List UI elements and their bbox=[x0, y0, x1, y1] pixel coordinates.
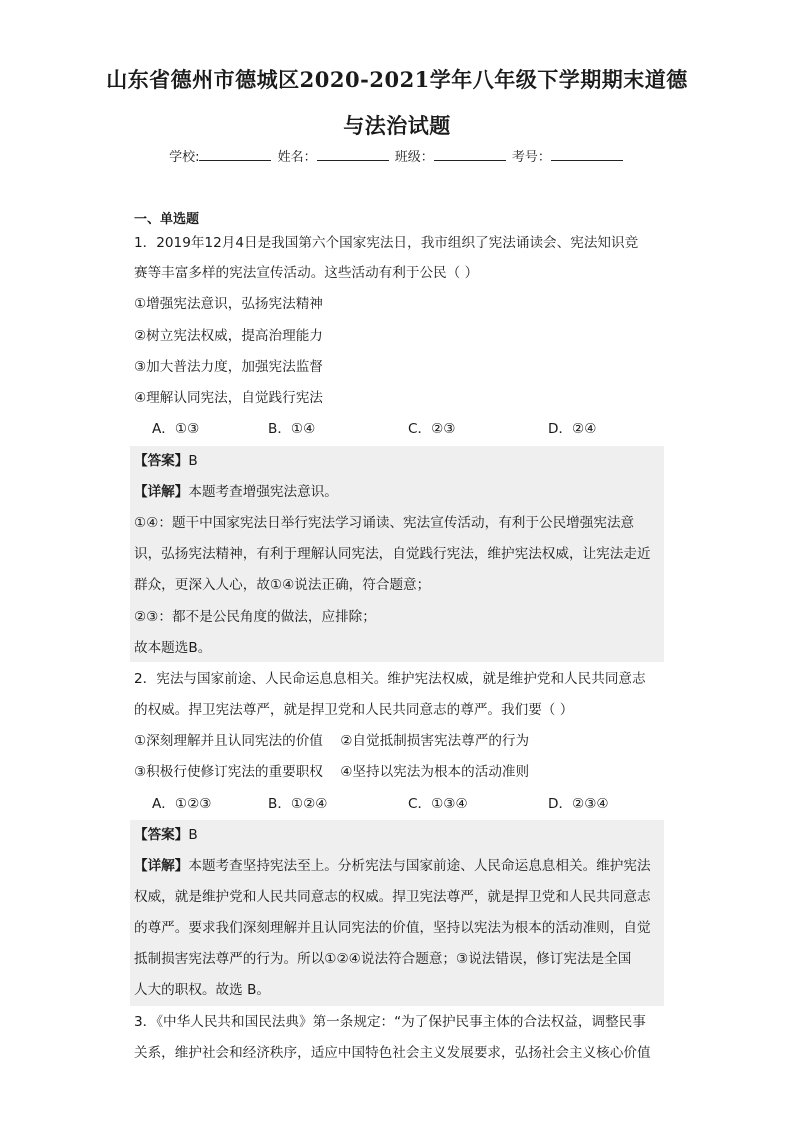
q1-option-c[interactable]: C．②③ bbox=[408, 421, 456, 437]
q1-item2: ②树立宪法权威，提高治理能力 bbox=[134, 328, 323, 344]
q1-detail-line4: 群众，更深入人心，故①④说法正确，符合题意； bbox=[134, 577, 431, 593]
q2-answer-label: 【答案】 bbox=[134, 827, 189, 843]
q2-answer-value: B bbox=[188, 827, 198, 843]
q1-answer-label: 【答案】 bbox=[134, 453, 189, 469]
q2-detail-line5: 人大的职权。故选 B。 bbox=[134, 982, 270, 998]
school-label: 学校: bbox=[169, 150, 200, 165]
q2-detail-text1: 本题考查坚持宪法至上。分析宪法与国家前途、人民命运息息相关。维护宪法 bbox=[188, 858, 651, 874]
q1-detail-line1 bbox=[134, 482, 662, 502]
page-title-line2: 与法治试题 bbox=[343, 113, 451, 138]
q2-detail-line3: 的尊严。要求我们深刻理解并且认同宪法的价值，坚持以宪法为根本的活动准则，自觉 bbox=[134, 920, 651, 936]
exam-number-label: 考号： bbox=[511, 150, 551, 165]
q1-detail-line2: ①④：题干中国家宪法日举行宪法学习诵读、宪法宣传活动，有利于公民增强宪法意 bbox=[134, 515, 635, 531]
q1-detail-text1: 本题考查增强宪法意识。 bbox=[188, 484, 338, 500]
exam-number-blank bbox=[551, 148, 623, 161]
page-title-line1: 山东省德州市德城区2020-2021学年八年级下学期期末道德 bbox=[106, 67, 688, 92]
q2-solution-block bbox=[130, 820, 664, 1006]
q2-option-c[interactable]: C．①③④ bbox=[408, 796, 468, 812]
q1-option-d[interactable]: D．②④ bbox=[548, 421, 597, 437]
school-blank bbox=[199, 148, 271, 161]
q2-option-a[interactable]: A．①②③ bbox=[152, 796, 212, 812]
q2-detail-line1 bbox=[134, 856, 662, 876]
q2-item3: ③积极行使修订宪法的重要职权 bbox=[134, 764, 323, 780]
q1-option-b[interactable]: B．①④ bbox=[268, 421, 316, 437]
q1-item1: ①增强宪法意识，弘扬宪法精神 bbox=[134, 296, 323, 312]
q1-detail-label: 【详解】 bbox=[134, 484, 189, 500]
class-label: 班级： bbox=[394, 150, 434, 165]
q1-item3: ③加大普法力度，加强宪法监督 bbox=[134, 359, 323, 375]
q1-option-a[interactable]: A．①③ bbox=[152, 421, 200, 437]
q1-detail-line5: ②③：都不是公民角度的做法，应排除； bbox=[134, 609, 376, 625]
q1-item4: ④理解认同宪法，自觉践行宪法 bbox=[134, 390, 323, 406]
q1-detail-line3: 识，弘扬宪法精神，有利于理解认同宪法，自觉践行宪法，维护宪法权威，让宪法走近 bbox=[134, 546, 651, 562]
q2-stem-line2: 的权威。捍卫宪法尊严，就是捍卫党和人民共同意志的尊严。我们要（ ） bbox=[134, 702, 574, 718]
q2-answer bbox=[134, 825, 662, 845]
student-info-row bbox=[0, 146, 794, 165]
q2-items-row1 bbox=[134, 731, 662, 751]
q2-items-row2 bbox=[134, 762, 662, 782]
q1-answer-value: B bbox=[188, 453, 198, 469]
class-blank bbox=[434, 148, 506, 161]
q1-detail-line6: 故本题选B。 bbox=[134, 640, 212, 656]
q2-detail-label: 【详解】 bbox=[134, 858, 189, 874]
q2-item2: ②自觉抵制损害宪法尊严的行为 bbox=[340, 733, 530, 749]
q2-stem-line1: 2．宪法与国家前途、人民命运息息相关。维护宪法权威，就是维护党和人民共同意志 bbox=[134, 671, 646, 687]
q3-stem-line1: 3．《中华人民共和国民法典》第一条规定：“为了保护民事主体的合法权益，调整民事 bbox=[134, 1014, 646, 1030]
q2-item1: ①深刻理解并且认同宪法的价值 bbox=[134, 733, 323, 749]
name-blank bbox=[317, 148, 389, 161]
q1-stem-line2: 赛等丰富多样的宪法宣传活动。这些活动有利于公民（ ） bbox=[134, 265, 479, 281]
section-heading: 一、单选题 bbox=[134, 212, 200, 227]
q2-option-d[interactable]: D．②③④ bbox=[548, 796, 609, 812]
q1-answer bbox=[134, 451, 662, 471]
q3-stem-line2: 关系，维护社会和经济秩序，适应中国特色社会主义发展要求，弘扬社会主义核心价值 bbox=[134, 1045, 651, 1061]
q2-item4: ④坚持以宪法为根本的活动准则 bbox=[340, 764, 530, 780]
q1-stem-line1: 1．2019年12月4日是我国第六个国家宪法日，我市组织了宪法诵读会、宪法知识竞 bbox=[134, 235, 639, 251]
q2-detail-line2: 权威，就是维护党和人民共同意志的权威。捍卫宪法尊严，就是捍卫党和人民共同意志 bbox=[134, 889, 651, 905]
q2-option-b[interactable]: B．①②④ bbox=[268, 796, 328, 812]
name-label: 姓名： bbox=[277, 150, 317, 165]
q2-detail-line4: 抵制损害宪法尊严的行为。所以①②④说法符合题意；③说法错误，修订宪法是全国 bbox=[134, 951, 632, 967]
